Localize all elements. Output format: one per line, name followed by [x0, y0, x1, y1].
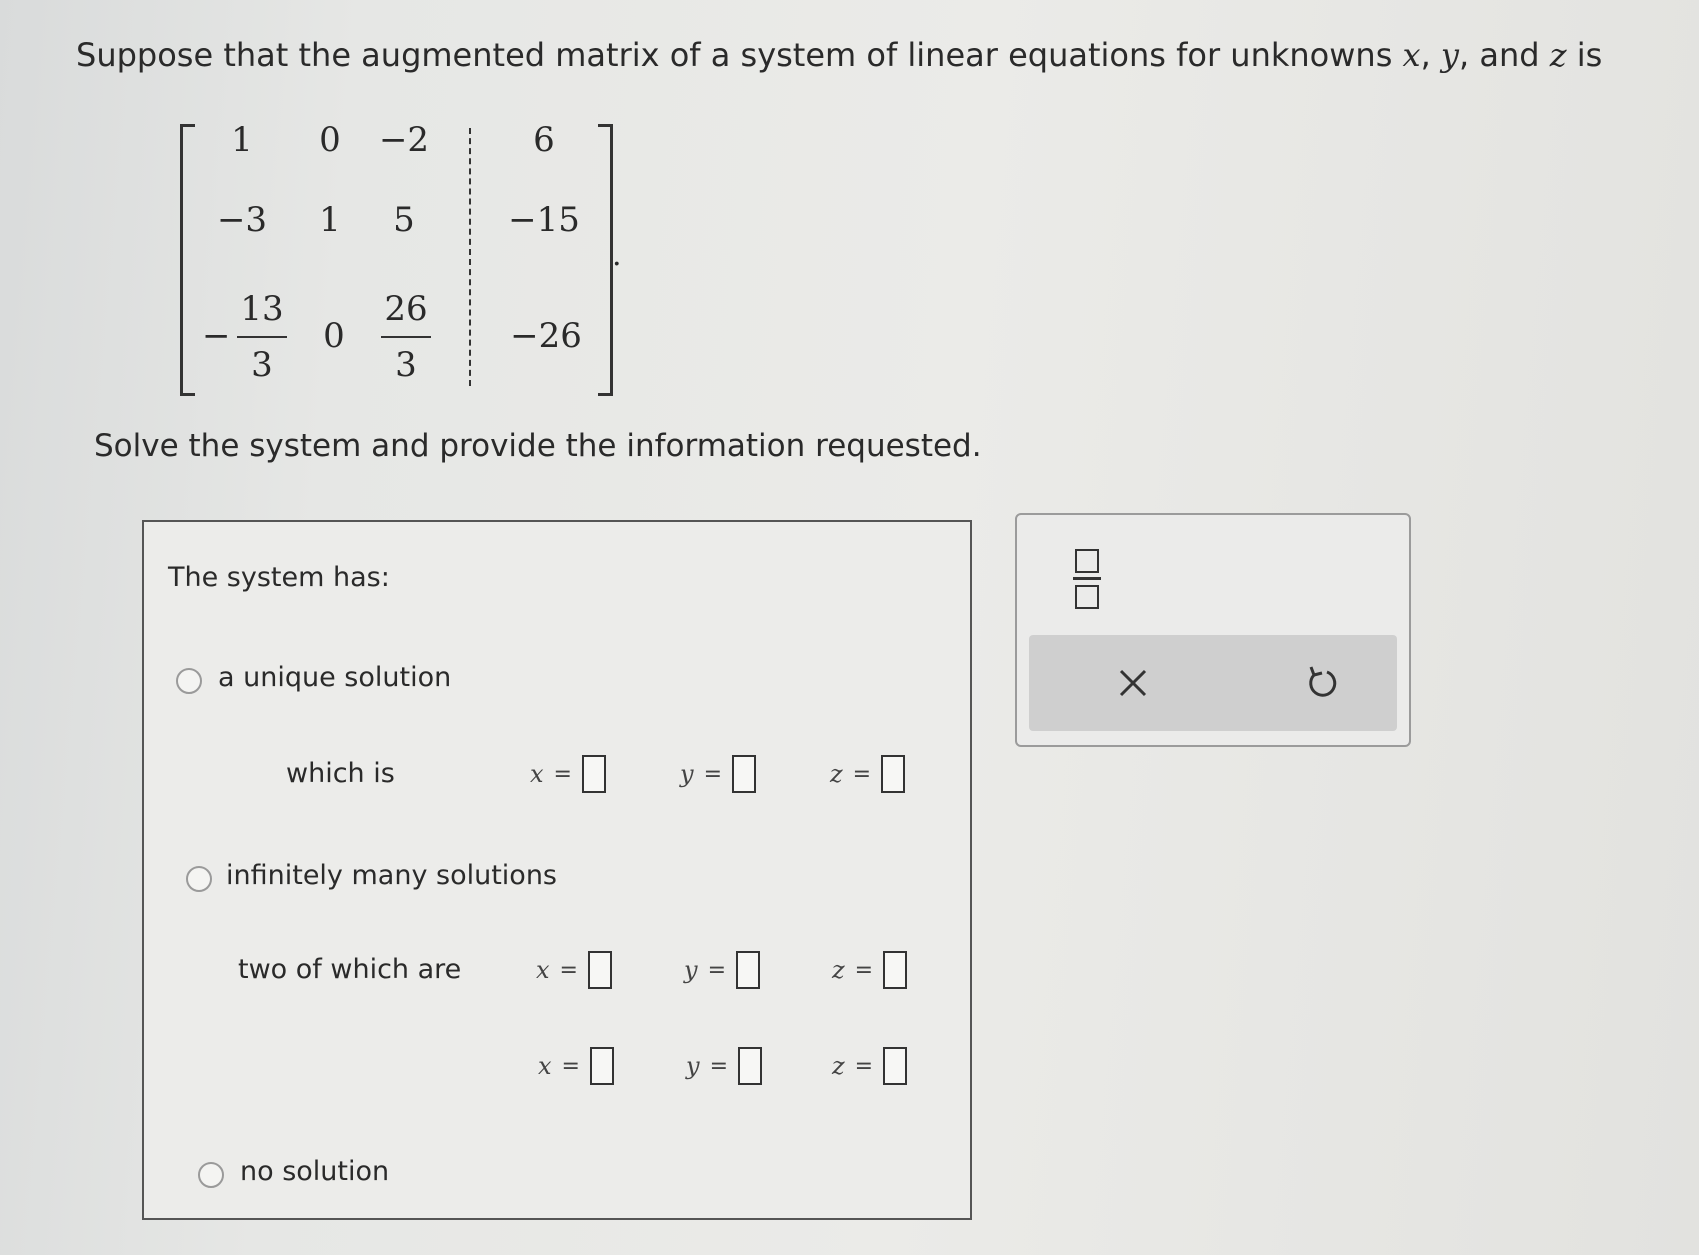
infinite2-z-equation: z =: [832, 1044, 907, 1088]
option-none-label: no solution: [240, 1156, 390, 1187]
matrix-r1-c2: 0: [319, 120, 341, 160]
radio-unique-solution[interactable]: [176, 668, 202, 694]
infinite2-x-input[interactable]: [590, 1047, 614, 1085]
left-bracket: [180, 124, 195, 396]
radio-infinite-solutions[interactable]: [186, 866, 212, 892]
unique-z-input[interactable]: [881, 755, 905, 793]
fraction-denominator: 3: [251, 345, 273, 385]
infinite1-y-equation: y =: [684, 948, 760, 992]
fraction-denominator: 3: [395, 345, 417, 385]
fraction-template-button[interactable]: [1075, 549, 1099, 609]
undo-button[interactable]: [1299, 661, 1343, 705]
undo-icon: [1299, 661, 1343, 705]
toolbox-action-bar: [1029, 635, 1397, 731]
infinite1-x-equation: x =: [536, 948, 612, 992]
answer-panel: [142, 520, 972, 1220]
fraction-bar: [237, 336, 287, 338]
fraction-numerator: 13: [240, 289, 284, 329]
fraction-bottom-box-icon: [1075, 585, 1099, 609]
radio-no-solution[interactable]: [198, 1162, 224, 1188]
matrix-r3-c1-sign: −: [202, 316, 231, 356]
matrix-r2-c3: 5: [393, 200, 415, 240]
instruction-text: Solve the system and provide the information requested.: [94, 428, 982, 464]
unique-x-input[interactable]: [582, 755, 606, 793]
unique-z-equation: z =: [830, 752, 905, 796]
fraction-bar: [381, 336, 431, 338]
infinite2-y-input[interactable]: [738, 1047, 762, 1085]
matrix-r2-c4: −15: [508, 200, 580, 240]
infinite2-y-equation: y =: [686, 1044, 762, 1088]
close-icon: [1111, 661, 1155, 705]
infinite2-x-equation: x =: [538, 1044, 614, 1088]
matrix-r3-c4: −26: [510, 316, 582, 356]
infinite1-z-equation: z =: [832, 948, 907, 992]
option-infinite-label: infinitely many solutions: [226, 860, 558, 891]
infinite1-z-input[interactable]: [883, 951, 907, 989]
unique-x-equation: x =: [530, 752, 606, 796]
var-x: x: [1402, 36, 1421, 74]
matrix-r2-c1: −3: [216, 200, 268, 240]
infinite1-x-input[interactable]: [588, 951, 612, 989]
which-is-label: which is: [286, 758, 395, 789]
var-z: z: [1549, 36, 1567, 74]
right-bracket: [598, 124, 613, 396]
two-of-which-label: two of which are: [238, 954, 462, 985]
augment-divider: [469, 128, 471, 386]
matrix-r1-c1: 1: [231, 120, 253, 160]
fraction-top-box-icon: [1075, 549, 1099, 573]
option-unique-label: a unique solution: [218, 662, 452, 693]
question-text: Suppose that the augmented matrix of a system of linear equations for unknowns x, y, and z is: [76, 36, 1603, 74]
matrix-r3-c2: 0: [323, 316, 345, 356]
infinite2-z-input[interactable]: [883, 1047, 907, 1085]
matrix-r3-c3-fraction: [381, 286, 431, 388]
clear-button[interactable]: [1111, 661, 1155, 705]
fraction-bar-icon: [1073, 577, 1101, 580]
math-toolbox: [1015, 513, 1411, 747]
unique-y-input[interactable]: [732, 755, 756, 793]
augmented-matrix: [180, 118, 620, 396]
matrix-r1-c4: 6: [533, 120, 555, 160]
fraction-numerator: 26: [384, 289, 428, 329]
matrix-r2-c2: 1: [319, 200, 341, 240]
matrix-r1-c3: −2: [378, 120, 430, 160]
unique-y-equation: y =: [680, 752, 756, 796]
matrix-r3-c1-fraction: [237, 286, 287, 388]
infinite1-y-input[interactable]: [736, 951, 760, 989]
matrix-period: .: [612, 238, 622, 273]
var-y: y: [1440, 36, 1459, 74]
panel-heading: The system has:: [168, 562, 390, 593]
